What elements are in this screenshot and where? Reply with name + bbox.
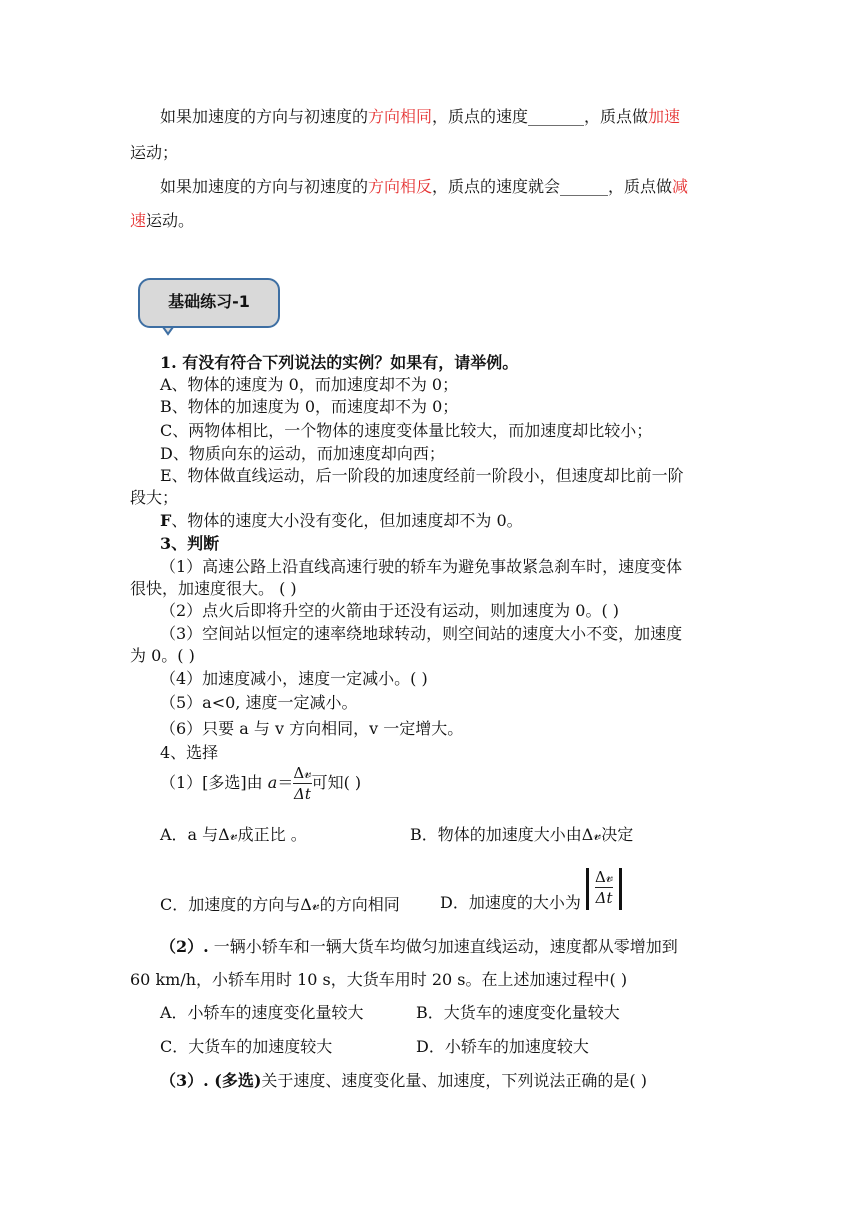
q4-sub3-number: （3）. (多选) bbox=[160, 1071, 262, 1090]
fraction-numerator: Δ𝓋 bbox=[293, 764, 312, 782]
fraction-denominator: Δt bbox=[595, 888, 613, 907]
fraction-abs-dv-dt bbox=[595, 868, 613, 907]
intro-text: 如果加速度的方向与初速度的 bbox=[160, 177, 369, 196]
absolute-value-bars bbox=[586, 868, 622, 910]
q4-sub2-number: （2）. bbox=[160, 937, 209, 956]
intro-text: 如果加速度的方向与初速度的 bbox=[160, 107, 369, 126]
q1-option-f-letter: F bbox=[160, 511, 172, 530]
q1-option-e-line1: E、物体做直线运动，后一阶段的加速度经前一阶段小，但速度却比前一阶 bbox=[160, 466, 684, 485]
symbol-a: a bbox=[267, 773, 278, 792]
q1-option-d: D、物质向东的运动，而加速度却向西； bbox=[160, 444, 445, 463]
q4-sub2-option-a: A．小轿车的速度变化量较大 bbox=[160, 1003, 364, 1022]
q1-option-a: A、物体的速度为 0，而加速度却不为 0； bbox=[160, 375, 459, 394]
q4-sub2-option-c: C．大货车的加速度较大 bbox=[160, 1037, 333, 1056]
q3-item-5: （5）a<0, 速度一定减小。 bbox=[160, 693, 358, 712]
highlight-opposite-direction: 方向相反 bbox=[368, 177, 433, 196]
intro-line-2: 运动； bbox=[130, 143, 179, 162]
q4-sub2-option-b: B．大货车的速度变化量较大 bbox=[416, 1003, 620, 1022]
q4-sub1-stem bbox=[160, 764, 361, 803]
q4-sub1-option-b: B．物体的加速度大小由Δ𝓋决定 bbox=[410, 825, 634, 844]
intro-line-1 bbox=[160, 104, 680, 127]
q4-sub3-text: 关于速度、速度变化量、加速度，下列说法正确的是( ) bbox=[261, 1071, 647, 1090]
fraction-bar bbox=[293, 783, 311, 784]
q4-sub2-line2: 60 km/h，小轿车用时 10 s，大货车用时 20 s。在上述加速过程中( ) bbox=[130, 970, 628, 989]
intro-text: 运动。 bbox=[146, 211, 195, 230]
q3-item-3-line1: （3）空间站以恒定的速率绕地球转动，则空间站的速度大小不变，加速度 bbox=[160, 624, 683, 643]
intro-text: ，质点的速度就会______，质点做 bbox=[432, 177, 673, 196]
fraction-dv-dt bbox=[293, 764, 311, 803]
q3-item-4: （4）加速度减小，速度一定减小。( ) bbox=[160, 669, 428, 688]
q1-option-c: C、两物体相比，一个物体的速度变体量比较大，而加速度却比较小； bbox=[160, 421, 653, 440]
q3-title: 3、判断 bbox=[160, 534, 220, 553]
intro-text: ，质点的速度_______，质点做 bbox=[432, 107, 649, 126]
q4-sub2-option-d: D．小轿车的加速度较大 bbox=[416, 1037, 589, 1056]
highlight-decelerate-1: 减 bbox=[672, 177, 689, 196]
fraction-numerator: Δ𝓋 bbox=[594, 867, 614, 886]
q1-option-e-line2: 段大； bbox=[130, 488, 179, 507]
fraction-denominator: Δt bbox=[294, 785, 311, 803]
section-badge-label: 基础练习-1 bbox=[168, 292, 250, 311]
q4-sub1-prefix: （1）[多选]由 bbox=[160, 773, 268, 792]
q1-option-f-text: 、物体的速度大小没有变化，但加速度却不为 0。 bbox=[171, 511, 523, 530]
q1-option-f bbox=[160, 508, 523, 531]
highlight-accelerate: 加速 bbox=[648, 107, 681, 126]
q4-title: 4、选择 bbox=[160, 743, 219, 762]
q1-option-b: B、物体的加速度为 0，而速度却不为 0； bbox=[160, 397, 459, 416]
intro-line-3 bbox=[160, 174, 688, 197]
q3-item-1-line2: 很快，加速度很大。 ( ) bbox=[130, 579, 297, 598]
q4-sub1-option-a: A．a 与Δ𝓋成正比 。 bbox=[160, 825, 307, 844]
q4-sub1-option-d-text: D．加速度的大小为 bbox=[440, 893, 581, 912]
highlight-same-direction: 方向相同 bbox=[368, 107, 433, 126]
q3-item-1-line1: （1）高速公路上沿直线高速行驶的轿车为避免事故紧急刹车时，速度变体 bbox=[160, 557, 683, 576]
intro-line-4 bbox=[130, 208, 194, 231]
q4-sub3-line bbox=[160, 1068, 647, 1091]
q3-item-6: （6）只要 a 与 v 方向相同，v 一定增大。 bbox=[160, 719, 464, 738]
fraction-bar bbox=[595, 887, 613, 888]
q1-title: 1. 有没有符合下列说法的实例？如果有，请举例。 bbox=[160, 353, 519, 372]
q4-sub2-line1 bbox=[160, 934, 678, 957]
q3-item-2: （2）点火后即将升空的火箭由于还没有运动，则加速度为 0。( ) bbox=[160, 601, 620, 620]
q4-sub1-suffix: 可知( ) bbox=[311, 773, 362, 792]
q3-item-3-line2: 为 0。( ) bbox=[130, 646, 195, 665]
q4-sub2-text: 一辆小轿车和一辆大货车均做匀加速直线运动，速度都从零增加到 bbox=[208, 937, 678, 956]
equals-sign: ＝ bbox=[277, 773, 294, 792]
highlight-decelerate-2: 速 bbox=[130, 211, 147, 230]
q4-sub1-option-d bbox=[440, 864, 622, 913]
q4-sub1-option-c: C．加速度的方向与Δ𝓋的方向相同 bbox=[160, 895, 400, 914]
